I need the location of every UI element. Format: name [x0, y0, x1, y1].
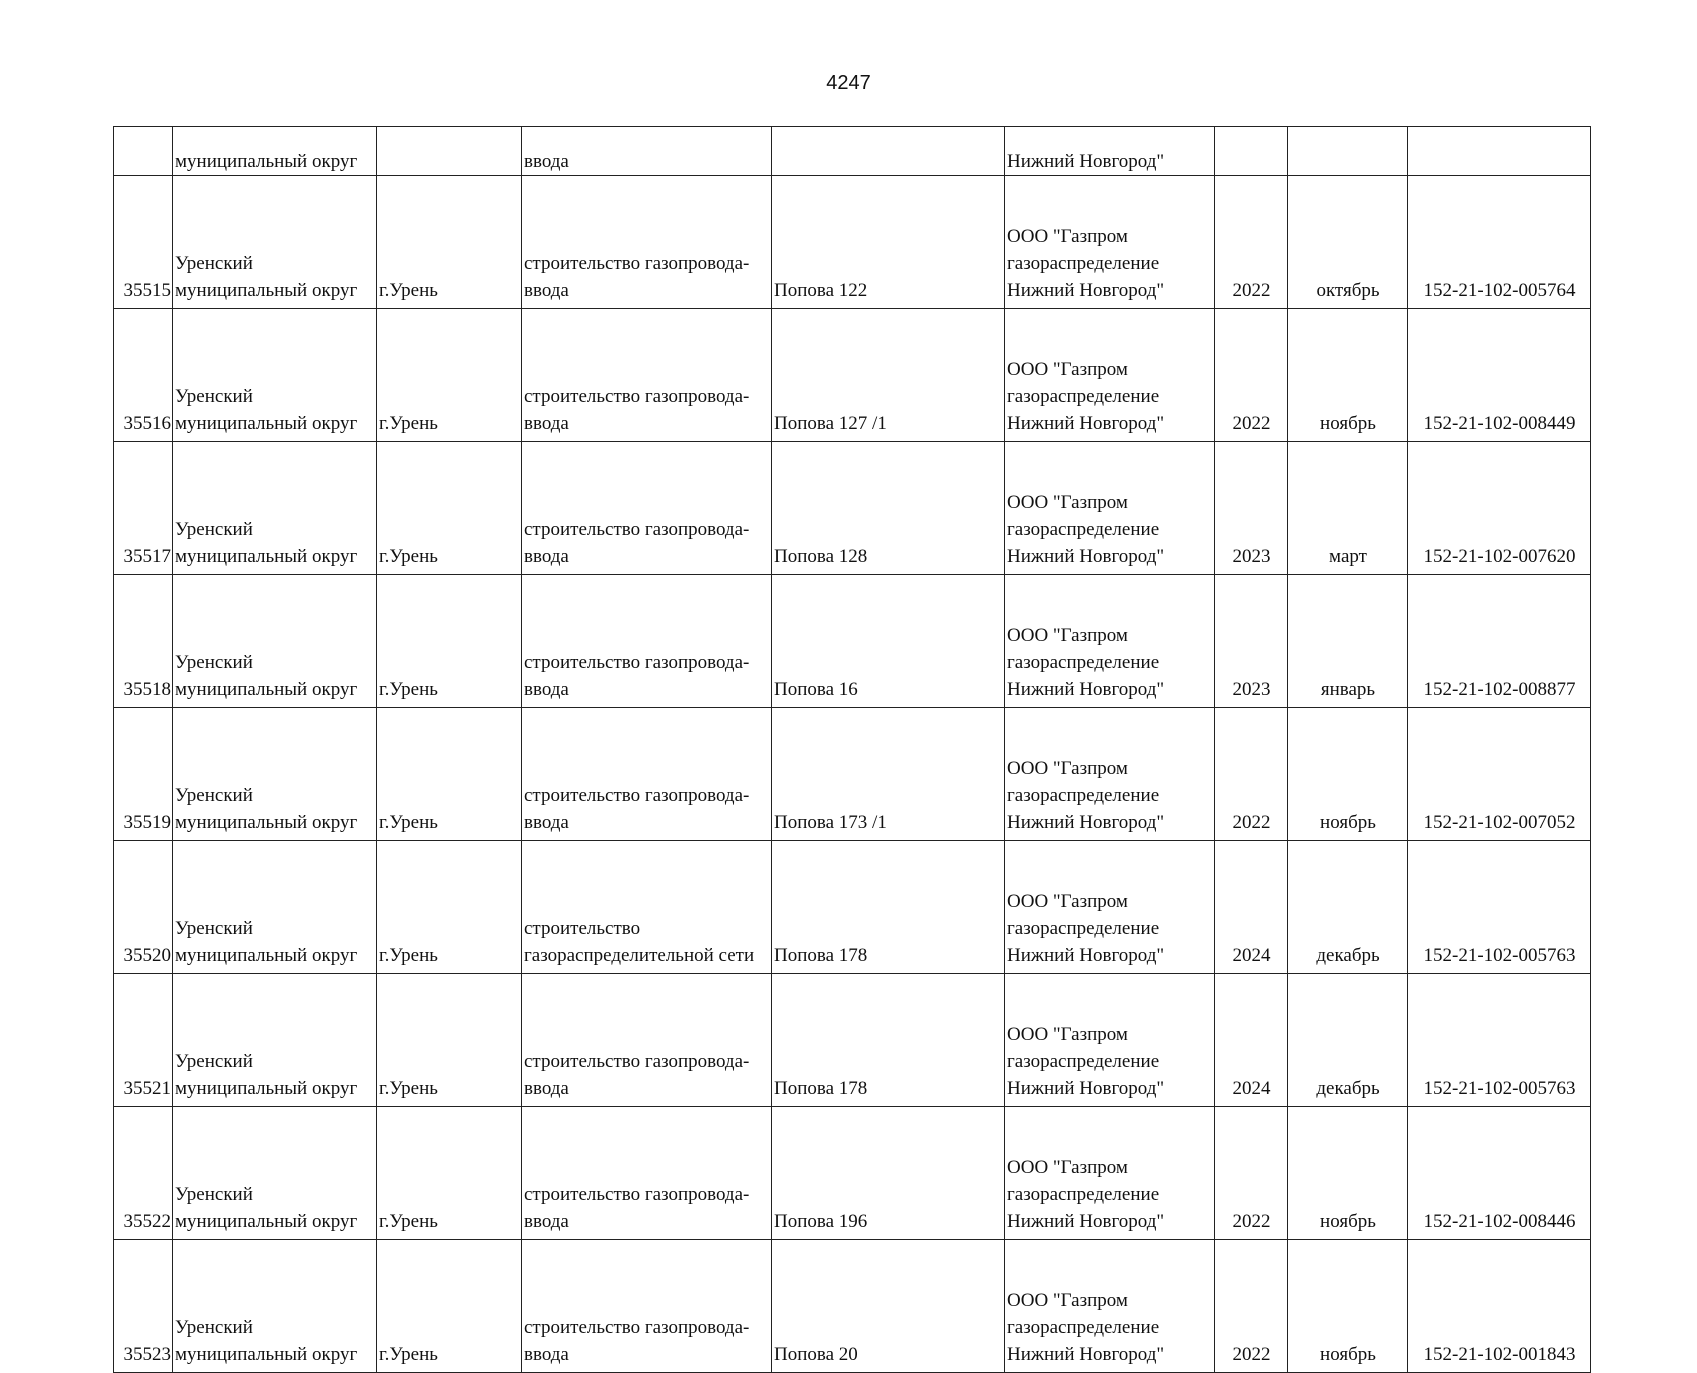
cell-district: Уренский муниципальный округ — [173, 1240, 377, 1373]
cell-district: Уренский муниципальный округ — [173, 309, 377, 442]
cell-ident: 152-21-102-007620 — [1408, 442, 1591, 575]
cell-num: 35515 — [114, 176, 173, 309]
cell-num: 35520 — [114, 841, 173, 974]
cell-num: 35522 — [114, 1107, 173, 1240]
table-row — [114, 841, 1591, 974]
cell-contractor: ООО "Газпром газораспределение Нижний Новгород" — [1005, 176, 1215, 309]
cell-locality: г.Урень — [377, 575, 522, 708]
cell-year: 2022 — [1215, 708, 1288, 841]
cell-contractor: ООО "Газпром газораспределение Нижний Новгород" — [1005, 1107, 1215, 1240]
cell-work: строительство газопровода- ввода — [522, 708, 772, 841]
cell-work: строительство газопровода- ввода — [522, 309, 772, 442]
cell-district: Уренский муниципальный округ — [173, 841, 377, 974]
cell-address: Попова 16 — [772, 575, 1005, 708]
gasification-table — [113, 126, 1591, 1373]
cell-ident: 152-21-102-008877 — [1408, 575, 1591, 708]
cell-ident — [1408, 127, 1591, 176]
cell-num — [114, 127, 173, 176]
cell-work: строительство газопровода- ввода — [522, 1240, 772, 1373]
cell-work: строительство газопровода- ввода — [522, 974, 772, 1107]
cell-locality: г.Урень — [377, 1107, 522, 1240]
cell-month: январь — [1288, 575, 1408, 708]
cell-num: 35517 — [114, 442, 173, 575]
cell-num: 35519 — [114, 708, 173, 841]
cell-year: 2022 — [1215, 1107, 1288, 1240]
cell-district: Уренский муниципальный округ — [173, 974, 377, 1107]
cell-year: 2022 — [1215, 309, 1288, 442]
cell-address — [772, 127, 1005, 176]
cell-locality: г.Урень — [377, 1240, 522, 1373]
table-row — [114, 575, 1591, 708]
cell-ident: 152-21-102-005763 — [1408, 841, 1591, 974]
cell-address: Попова 122 — [772, 176, 1005, 309]
cell-contractor: ООО "Газпром газораспределение Нижний Новгород" — [1005, 708, 1215, 841]
cell-ident: 152-21-102-001843 — [1408, 1240, 1591, 1373]
cell-year: 2022 — [1215, 176, 1288, 309]
cell-district: Уренский муниципальный округ — [173, 176, 377, 309]
cell-contractor: ООО "Газпром газораспределение Нижний Новгород" — [1005, 309, 1215, 442]
cell-num: 35523 — [114, 1240, 173, 1373]
table-body — [114, 127, 1591, 1373]
cell-contractor: ООО "Газпром газораспределение Нижний Новгород" — [1005, 1240, 1215, 1373]
cell-address: Попова 178 — [772, 841, 1005, 974]
cell-num: 35521 — [114, 974, 173, 1107]
table-row — [114, 442, 1591, 575]
cell-ident: 152-21-102-005764 — [1408, 176, 1591, 309]
cell-address: Попова 178 — [772, 974, 1005, 1107]
cell-address: Попова 127 /1 — [772, 309, 1005, 442]
cell-year: 2023 — [1215, 575, 1288, 708]
cell-year: 2022 — [1215, 1240, 1288, 1373]
cell-district: Уренский муниципальный округ — [173, 708, 377, 841]
cell-ident: 152-21-102-008449 — [1408, 309, 1591, 442]
cell-locality: г.Урень — [377, 974, 522, 1107]
cell-month: ноябрь — [1288, 309, 1408, 442]
cell-month — [1288, 127, 1408, 176]
cell-year: 2024 — [1215, 974, 1288, 1107]
cell-month: ноябрь — [1288, 1107, 1408, 1240]
cell-contractor: ООО "Газпром газораспределение Нижний Новгород" — [1005, 575, 1215, 708]
cell-work: строительство газопровода- ввода — [522, 442, 772, 575]
table-row-continued — [114, 127, 1591, 176]
table-row — [114, 1107, 1591, 1240]
cell-district: Уренский муниципальный округ — [173, 1107, 377, 1240]
cell-contractor: ООО "Газпром газораспределение Нижний Новгород" — [1005, 974, 1215, 1107]
cell-year: 2024 — [1215, 841, 1288, 974]
cell-locality — [377, 127, 522, 176]
cell-work: строительство газопровода- ввода — [522, 176, 772, 309]
cell-ident: 152-21-102-007052 — [1408, 708, 1591, 841]
cell-month: декабрь — [1288, 841, 1408, 974]
cell-month: декабрь — [1288, 974, 1408, 1107]
cell-address: Попова 128 — [772, 442, 1005, 575]
cell-locality: г.Урень — [377, 841, 522, 974]
page-number: 4247 — [826, 72, 871, 94]
table-row — [114, 176, 1591, 309]
cell-ident: 152-21-102-005763 — [1408, 974, 1591, 1107]
cell-month: ноябрь — [1288, 708, 1408, 841]
cell-ident: 152-21-102-008446 — [1408, 1107, 1591, 1240]
cell-month: ноябрь — [1288, 1240, 1408, 1373]
cell-year — [1215, 127, 1288, 176]
cell-contractor: ООО "Газпром газораспределение Нижний Новгород" — [1005, 442, 1215, 575]
cell-address: Попова 196 — [772, 1107, 1005, 1240]
table-row — [114, 708, 1591, 841]
cell-month: март — [1288, 442, 1408, 575]
cell-month: октябрь — [1288, 176, 1408, 309]
cell-contractor: ООО "Газпром газораспределение Нижний Новгород" — [1005, 841, 1215, 974]
cell-year: 2023 — [1215, 442, 1288, 575]
cell-num: 35518 — [114, 575, 173, 708]
cell-locality: г.Урень — [377, 708, 522, 841]
cell-work: строительство газопровода- ввода — [522, 575, 772, 708]
cell-district: Уренский муниципальный округ — [173, 442, 377, 575]
cell-district: муниципальный округ — [173, 127, 377, 176]
cell-locality: г.Урень — [377, 309, 522, 442]
table-row — [114, 309, 1591, 442]
cell-address: Попова 20 — [772, 1240, 1005, 1373]
cell-district: Уренский муниципальный округ — [173, 575, 377, 708]
cell-contractor: Нижний Новгород" — [1005, 127, 1215, 176]
cell-work: строительство газораспределительной сети — [522, 841, 772, 974]
cell-work: ввода — [522, 127, 772, 176]
cell-address: Попова 173 /1 — [772, 708, 1005, 841]
cell-num: 35516 — [114, 309, 173, 442]
table-row — [114, 1240, 1591, 1373]
table-row — [114, 974, 1591, 1107]
cell-work: строительство газопровода- ввода — [522, 1107, 772, 1240]
cell-locality: г.Урень — [377, 442, 522, 575]
cell-locality: г.Урень — [377, 176, 522, 309]
